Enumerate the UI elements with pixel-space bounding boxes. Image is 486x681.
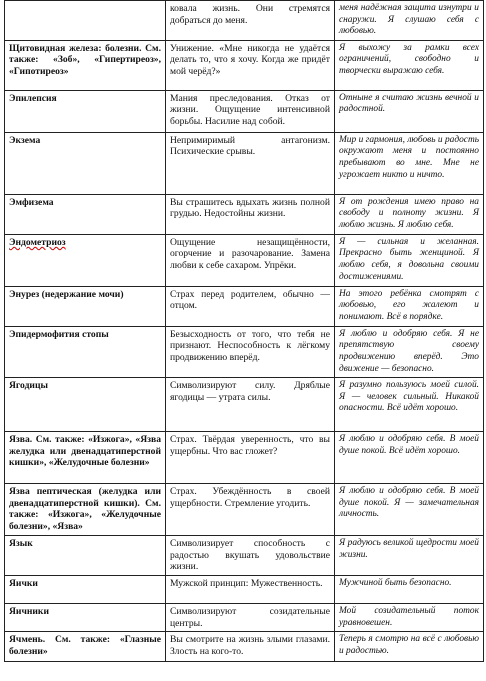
cause-cell: Страх. Убеждённость в своей ущербности. Стремление угодить.: [166, 484, 335, 536]
affirmation-cell: Я люблю и одобряю себя. Я не препятствую своему продвижению вперёд. Это движение — безопасно.: [335, 326, 484, 377]
cause-cell: Безысходность от того, что тебя не признают. Неспособность к лёгкому продвижению вперёд.: [166, 326, 335, 377]
table-row: [5, 194, 484, 234]
cause-cell: Ощущение незащищённости, огорчение и разочарование. Замена любви к себе сахаром. Упрёки.: [166, 234, 335, 286]
disease-cell: Ячмень. См. также: «Глазные болезни»: [5, 632, 166, 662]
diseases-table: [4, 0, 484, 662]
table-row: [5, 603, 484, 631]
affirmation-cell: Я — сильная и желанная. Прекрасно быть женщиной. Я люблю себя, я довольна своими достижениями.: [335, 234, 484, 286]
table-row: [5, 536, 484, 576]
disease-cell: Экзема: [5, 132, 166, 194]
disease-cell: Эндометриоз: [5, 234, 166, 286]
table-row: [5, 575, 484, 603]
disease-cell: Яички: [5, 575, 166, 603]
cause-cell: Символизируют созидательные центры.: [166, 603, 335, 631]
affirmation-cell: Я радуюсь великой щедрости моей жизни.: [335, 536, 484, 576]
disease-cell: Язва пептическая (желудка или двенадцатиперстной кишки). См. также: «Изжога», «Желудочные болезни», «Язва»: [5, 484, 166, 536]
disease-cell: Эмфизема: [5, 194, 166, 234]
cause-cell: ковала жизнь. Они стремятся добраться до меня.: [166, 1, 335, 41]
cause-cell: Символизирует способность с радостью вкушать удовольствие жизни.: [166, 536, 335, 576]
affirmation-cell: Я люблю и одобряю себя. В моей душе покой. Всё идёт хорошо.: [335, 432, 484, 484]
affirmation-cell: Мир и гармония, любовь и радость окружают меня и постоянно пребывают во мне. Мне не угрожает никто и ничто.: [335, 132, 484, 194]
table-row: [5, 234, 484, 286]
table-row: [5, 90, 484, 132]
cause-cell: Унижение. «Мне никогда не удаётся делать то, что я хочу. Когда же придёт мой черёд?»: [166, 40, 335, 90]
cause-cell: Символизируют силу. Дряблые ягодицы — утрата силы.: [166, 378, 335, 432]
table-row: [5, 632, 484, 662]
table-row: [5, 40, 484, 90]
disease-cell: Щитовидная железа: болезни. См. также: «Зоб», «Гипертиреоз», «Гипотиреоз»: [5, 40, 166, 90]
affirmation-cell: Я разумно пользуюсь моей силой. Я — человек сильный. Никакой опасности. Всё идёт хорошо.: [335, 378, 484, 432]
cause-cell: Непримиримый антагонизм. Психические срывы.: [166, 132, 335, 194]
table-row: [5, 132, 484, 194]
affirmation-cell: меня надёжная защита изнутри и снаружи. Я слушаю себя с любовью.: [335, 1, 484, 41]
table-row: [5, 286, 484, 326]
disease-cell: Эпидермофития стопы: [5, 326, 166, 377]
affirmation-cell: Теперь я смотрю на всё с любовью и радостью.: [335, 632, 484, 662]
disease-cell: [5, 1, 166, 41]
disease-cell: Эпилепсия: [5, 90, 166, 132]
affirmation-cell: Я люблю и одобряю себя. В моей душе покой. Я — замечательная личность.: [335, 484, 484, 536]
cause-cell: Мания преследования. Отказ от жизни. Ощущение интенсивной борьбы. Насилие над собой.: [166, 90, 335, 132]
cause-cell: Страх. Твёрдая уверенность, что вы ущербны. Что вас гложет?: [166, 432, 335, 484]
table-row: [5, 1, 484, 41]
affirmation-cell: Мой созидательный поток уравновешен.: [335, 603, 484, 631]
affirmation-cell: Я выхожу за рамки всех ограничений, свободно и творчески выражаю себя.: [335, 40, 484, 90]
affirmation-cell: Мужчиной быть безопасно.: [335, 575, 484, 603]
disease-cell: Язва. См. также: «Изжога», «Язва желудка или двенадцатиперстной кишки», «Желудочные болезни»: [5, 432, 166, 484]
cause-cell: Вы страшитесь вдыхать жизнь полной грудью. Недостойны жизни.: [166, 194, 335, 234]
disease-cell: Язык: [5, 536, 166, 576]
disease-cell: Яичники: [5, 603, 166, 631]
affirmation-cell: Отныне я считаю жизнь вечной и радостной.: [335, 90, 484, 132]
cause-cell: Мужской принцип: Мужественность.: [166, 575, 335, 603]
table-row: [5, 326, 484, 377]
table-row: [5, 432, 484, 484]
disease-cell: Энурез (недержание мочи): [5, 286, 166, 326]
affirmation-cell: На этого ребёнка смотрят с любовью, его жалеют и понимают. Всё в порядке.: [335, 286, 484, 326]
cause-cell: Вы смотрите на жизнь злыми глазами. Злость на кого-то.: [166, 632, 335, 662]
table-row: [5, 378, 484, 432]
table-row: [5, 484, 484, 536]
affirmation-cell: Я от рождения имею право на свободу и полноту жизни. Я люблю жизнь. Я люблю себя.: [335, 194, 484, 234]
cause-cell: Страх перед родителем, обычно — отцом.: [166, 286, 335, 326]
disease-cell: Ягодицы: [5, 378, 166, 432]
